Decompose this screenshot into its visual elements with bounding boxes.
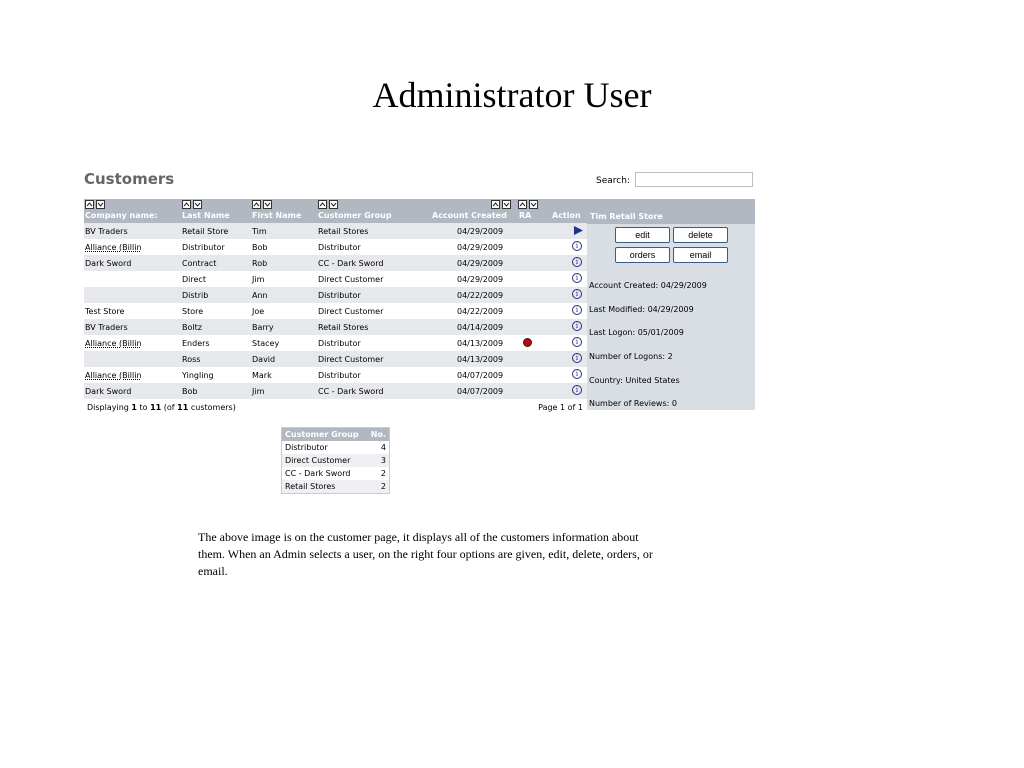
summary-count-cell: 3 [380, 456, 386, 465]
table-row[interactable] [84, 319, 587, 335]
header-company[interactable]: Company name: [85, 211, 158, 220]
sort-controls-row [84, 199, 587, 210]
slide-caption: The above image is on the customer page, it displays all of the customers information about them. When an Admin selects a user, on the right four options are given, edit, delete, orders, or email. [198, 530, 653, 578]
cell-group: Distributor [318, 339, 361, 348]
cell-group: Distributor [318, 243, 361, 252]
table-row[interactable] [84, 239, 587, 255]
sort-desc-icon[interactable] [193, 200, 202, 209]
country-text: Country: United States [589, 376, 680, 385]
cell-group: Direct Customer [318, 355, 384, 364]
cell-created: 04/13/2009 [457, 355, 504, 364]
cell-group: Distributor [318, 371, 361, 380]
ra-flag-icon [523, 338, 532, 347]
sort-first-name [252, 200, 274, 209]
header-account-created[interactable]: Account Created [432, 211, 507, 220]
summary-body [282, 441, 389, 493]
edit-button[interactable]: edit [615, 227, 670, 243]
cell-last: Retail Store [182, 227, 229, 236]
cell-company[interactable]: Alliance (Billin [85, 243, 142, 252]
cell-first: Rob [252, 259, 268, 268]
cell-company: Test Store [85, 307, 125, 316]
sort-asc-icon[interactable] [252, 200, 261, 209]
cell-first: Mark [252, 371, 272, 380]
search-label: Search: [596, 176, 630, 186]
summary-group-cell: CC - Dark Sword [285, 469, 351, 478]
page-title: Customers [84, 170, 175, 188]
summary-count-cell: 2 [380, 482, 386, 491]
cell-last: Store [182, 307, 204, 316]
cell-created: 04/07/2009 [457, 387, 504, 396]
account-created-text: Account Created: 04/29/2009 [589, 281, 707, 290]
record-count: Displaying 1 to 11 (of 11 customers) [87, 403, 236, 412]
cell-last: Yingling [182, 371, 214, 380]
table-row[interactable] [84, 255, 587, 271]
sort-account-created [491, 200, 513, 209]
detail-customer-name: Tim Retail Store [590, 212, 663, 221]
cell-company[interactable]: Alliance (Billin [85, 371, 142, 380]
sort-asc-icon[interactable] [85, 200, 94, 209]
info-icon[interactable]: i [572, 305, 582, 315]
cell-group: CC - Dark Sword [318, 387, 384, 396]
info-icon[interactable]: i [572, 257, 582, 267]
orders-button[interactable]: orders [615, 247, 670, 263]
info-icon[interactable]: i [572, 337, 582, 347]
cell-last: Enders [182, 339, 210, 348]
cell-first: Barry [252, 323, 274, 332]
sort-company [85, 200, 107, 209]
cell-last: Ross [182, 355, 201, 364]
header-action: Action [552, 211, 581, 220]
header-ra[interactable]: RA [519, 211, 532, 220]
summary-header-group: Customer Group [285, 430, 359, 439]
sort-asc-icon[interactable] [182, 200, 191, 209]
summary-count-cell: 2 [380, 469, 386, 478]
cell-first: Bob [252, 243, 268, 252]
selected-row-play-icon[interactable] [574, 226, 583, 235]
cell-company: Dark Sword [85, 259, 132, 268]
summary-group-cell: Distributor [285, 443, 328, 452]
last-logon-text: Last Logon: 05/01/2009 [589, 328, 684, 337]
table-row[interactable] [84, 367, 587, 383]
sort-customer-group [318, 200, 340, 209]
table-row[interactable] [84, 383, 587, 399]
delete-button[interactable]: delete [673, 227, 728, 243]
sort-desc-icon[interactable] [329, 200, 338, 209]
cell-group: CC - Dark Sword [318, 259, 384, 268]
cell-first: Stacey [252, 339, 280, 348]
pagination-text: Page 1 of 1 [538, 403, 583, 412]
cell-last: Boltz [182, 323, 202, 332]
last-modified-text: Last Modified: 04/29/2009 [589, 305, 694, 314]
cell-last: Contract [182, 259, 217, 268]
cell-created: 04/22/2009 [457, 291, 504, 300]
cell-group: Retail Stores [318, 323, 369, 332]
sort-last-name [182, 200, 204, 209]
cell-created: 04/29/2009 [457, 259, 504, 268]
table-body [84, 223, 587, 399]
summary-group-cell: Direct Customer [285, 456, 351, 465]
cell-created: 04/13/2009 [457, 339, 504, 348]
search-input[interactable] [635, 172, 753, 187]
cell-first: Jim [252, 275, 265, 284]
slide-title: Administrator User [372, 75, 652, 115]
table-footer [84, 399, 587, 415]
cell-first: Joe [252, 307, 265, 316]
cell-last: Direct [182, 275, 206, 284]
info-icon[interactable]: i [572, 289, 582, 299]
header-first-name[interactable]: First Name [252, 211, 302, 220]
cell-created: 04/29/2009 [457, 275, 504, 284]
summary-header-no: No. [370, 430, 386, 439]
table-row[interactable] [84, 223, 587, 239]
cell-first: Jim [252, 387, 265, 396]
info-icon[interactable]: i [572, 321, 582, 331]
cell-company: BV Traders [85, 227, 128, 236]
summary-group-cell: Retail Stores [285, 482, 336, 491]
cell-group: Direct Customer [318, 307, 384, 316]
table-row[interactable] [84, 271, 587, 287]
cell-first: David [252, 355, 276, 364]
cell-created: 04/29/2009 [457, 227, 504, 236]
sort-desc-icon[interactable] [263, 200, 272, 209]
cell-company[interactable]: Alliance (Billin [85, 339, 142, 348]
cell-last: Bob [182, 387, 198, 396]
cell-group: Direct Customer [318, 275, 384, 284]
info-icon[interactable]: i [572, 353, 582, 363]
cell-last: Distributor [182, 243, 225, 252]
table-header [84, 210, 587, 223]
header-last-name[interactable]: Last Name [182, 211, 230, 220]
table-row[interactable] [84, 303, 587, 319]
summary-count-cell: 4 [380, 443, 386, 452]
table-row[interactable] [84, 335, 587, 351]
cell-first: Tim [252, 227, 267, 236]
cell-created: 04/29/2009 [457, 243, 504, 252]
detail-header [587, 199, 755, 224]
info-icon[interactable]: i [572, 385, 582, 395]
reviews-count-text: Number of Reviews: 0 [589, 399, 677, 408]
sort-desc-icon[interactable] [96, 200, 105, 209]
cell-last: Distrib [182, 291, 209, 300]
table-row[interactable] [84, 287, 587, 303]
cell-group: Distributor [318, 291, 361, 300]
customers-table [84, 199, 587, 415]
summary-row [282, 454, 389, 467]
customer-group-summary-table [281, 427, 390, 494]
sort-desc-icon[interactable] [502, 200, 511, 209]
cell-created: 04/07/2009 [457, 371, 504, 380]
summary-row [282, 480, 389, 493]
summary-header [282, 428, 389, 441]
cell-created: 04/22/2009 [457, 307, 504, 316]
sort-asc-icon[interactable] [518, 200, 527, 209]
cell-group: Retail Stores [318, 227, 369, 236]
summary-row [282, 467, 389, 480]
email-button[interactable]: email [673, 247, 728, 263]
header-customer-group[interactable]: Customer Group [318, 211, 392, 220]
info-icon[interactable]: i [572, 241, 582, 251]
sort-ra [518, 200, 540, 209]
info-icon[interactable]: i [572, 273, 582, 283]
sort-asc-icon[interactable] [491, 200, 500, 209]
logons-count-text: Number of Logons: 2 [589, 352, 673, 361]
info-icon[interactable]: i [572, 369, 582, 379]
cell-created: 04/14/2009 [457, 323, 504, 332]
cell-company: BV Traders [85, 323, 128, 332]
customer-detail-panel [587, 199, 755, 410]
sort-desc-icon[interactable] [529, 200, 538, 209]
summary-row [282, 441, 389, 454]
cell-company: Dark Sword [85, 387, 132, 396]
cell-first: Ann [252, 291, 268, 300]
sort-asc-icon[interactable] [318, 200, 327, 209]
table-row[interactable] [84, 351, 587, 367]
